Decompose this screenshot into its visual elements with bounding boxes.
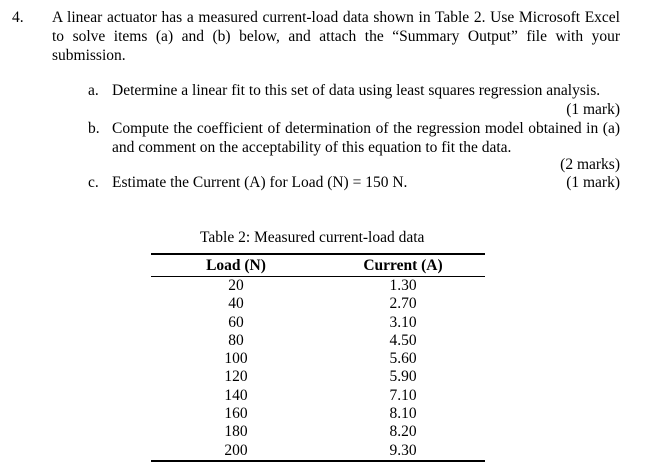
cell-load: 140 [224, 386, 248, 404]
item-a-marks: (1 mark) [566, 101, 620, 118]
cell-current: 5.60 [389, 350, 417, 368]
cell-load: 60 [228, 313, 244, 331]
table-row [151, 405, 485, 423]
table-row [151, 368, 485, 386]
cell-load: 100 [224, 350, 248, 368]
table-row [151, 442, 485, 461]
table-row [151, 295, 485, 313]
table-row [151, 423, 485, 441]
cell-load: 180 [224, 423, 248, 441]
table-caption: Table 2: Measured current-load data [200, 229, 425, 246]
item-a-letter: a. [88, 82, 99, 99]
cell-load: 200 [151, 442, 321, 461]
cell-current: 3.10 [389, 313, 417, 331]
table-row [151, 350, 485, 368]
cell-current: 1.30 [389, 277, 417, 294]
cell-current: 9.30 [321, 442, 485, 461]
item-b-text: Compute the coefficient of determination of the regression model obtained in (a) and comment on the acceptability of this equation to fit the data. [112, 120, 620, 156]
cell-load: 40 [228, 295, 244, 313]
current-load-table [151, 253, 485, 462]
item-c-text: Estimate the Current (A) for Load (N) = 150 N. [112, 174, 408, 191]
header-current: Current (A) [321, 254, 485, 277]
table-row [151, 387, 485, 405]
cell-current: 2.70 [389, 295, 417, 313]
table-row [151, 332, 485, 350]
cell-current: 8.20 [389, 423, 417, 441]
item-a-text: Determine a linear fit to this set of data using least squares regression analysis. [112, 82, 601, 99]
table-header-row [151, 254, 485, 277]
cell-load: 120 [224, 368, 248, 386]
cell-current: 7.10 [389, 386, 417, 404]
item-b-marks: (2 marks) [560, 156, 620, 173]
cell-load: 20 [228, 277, 244, 294]
cell-load: 160 [224, 405, 248, 423]
table-row [151, 314, 485, 332]
item-b-letter: b. [88, 120, 100, 137]
question-number: 4. [12, 9, 24, 26]
table-row [151, 277, 485, 296]
cell-current: 5.90 [389, 368, 417, 386]
item-c-marks: (1 mark) [566, 174, 620, 191]
question-text: A linear actuator has a measured current-load data shown in Table 2. Use Microsoft Excel to solve items (a) and (b) below, and attach the “Summary Output” file with your submission. [52, 9, 620, 64]
cell-current: 8.10 [389, 405, 417, 423]
cell-load: 80 [228, 331, 244, 349]
item-c-letter: c. [88, 174, 99, 191]
header-load: Load (N) [151, 254, 321, 277]
cell-current: 4.50 [389, 331, 417, 349]
